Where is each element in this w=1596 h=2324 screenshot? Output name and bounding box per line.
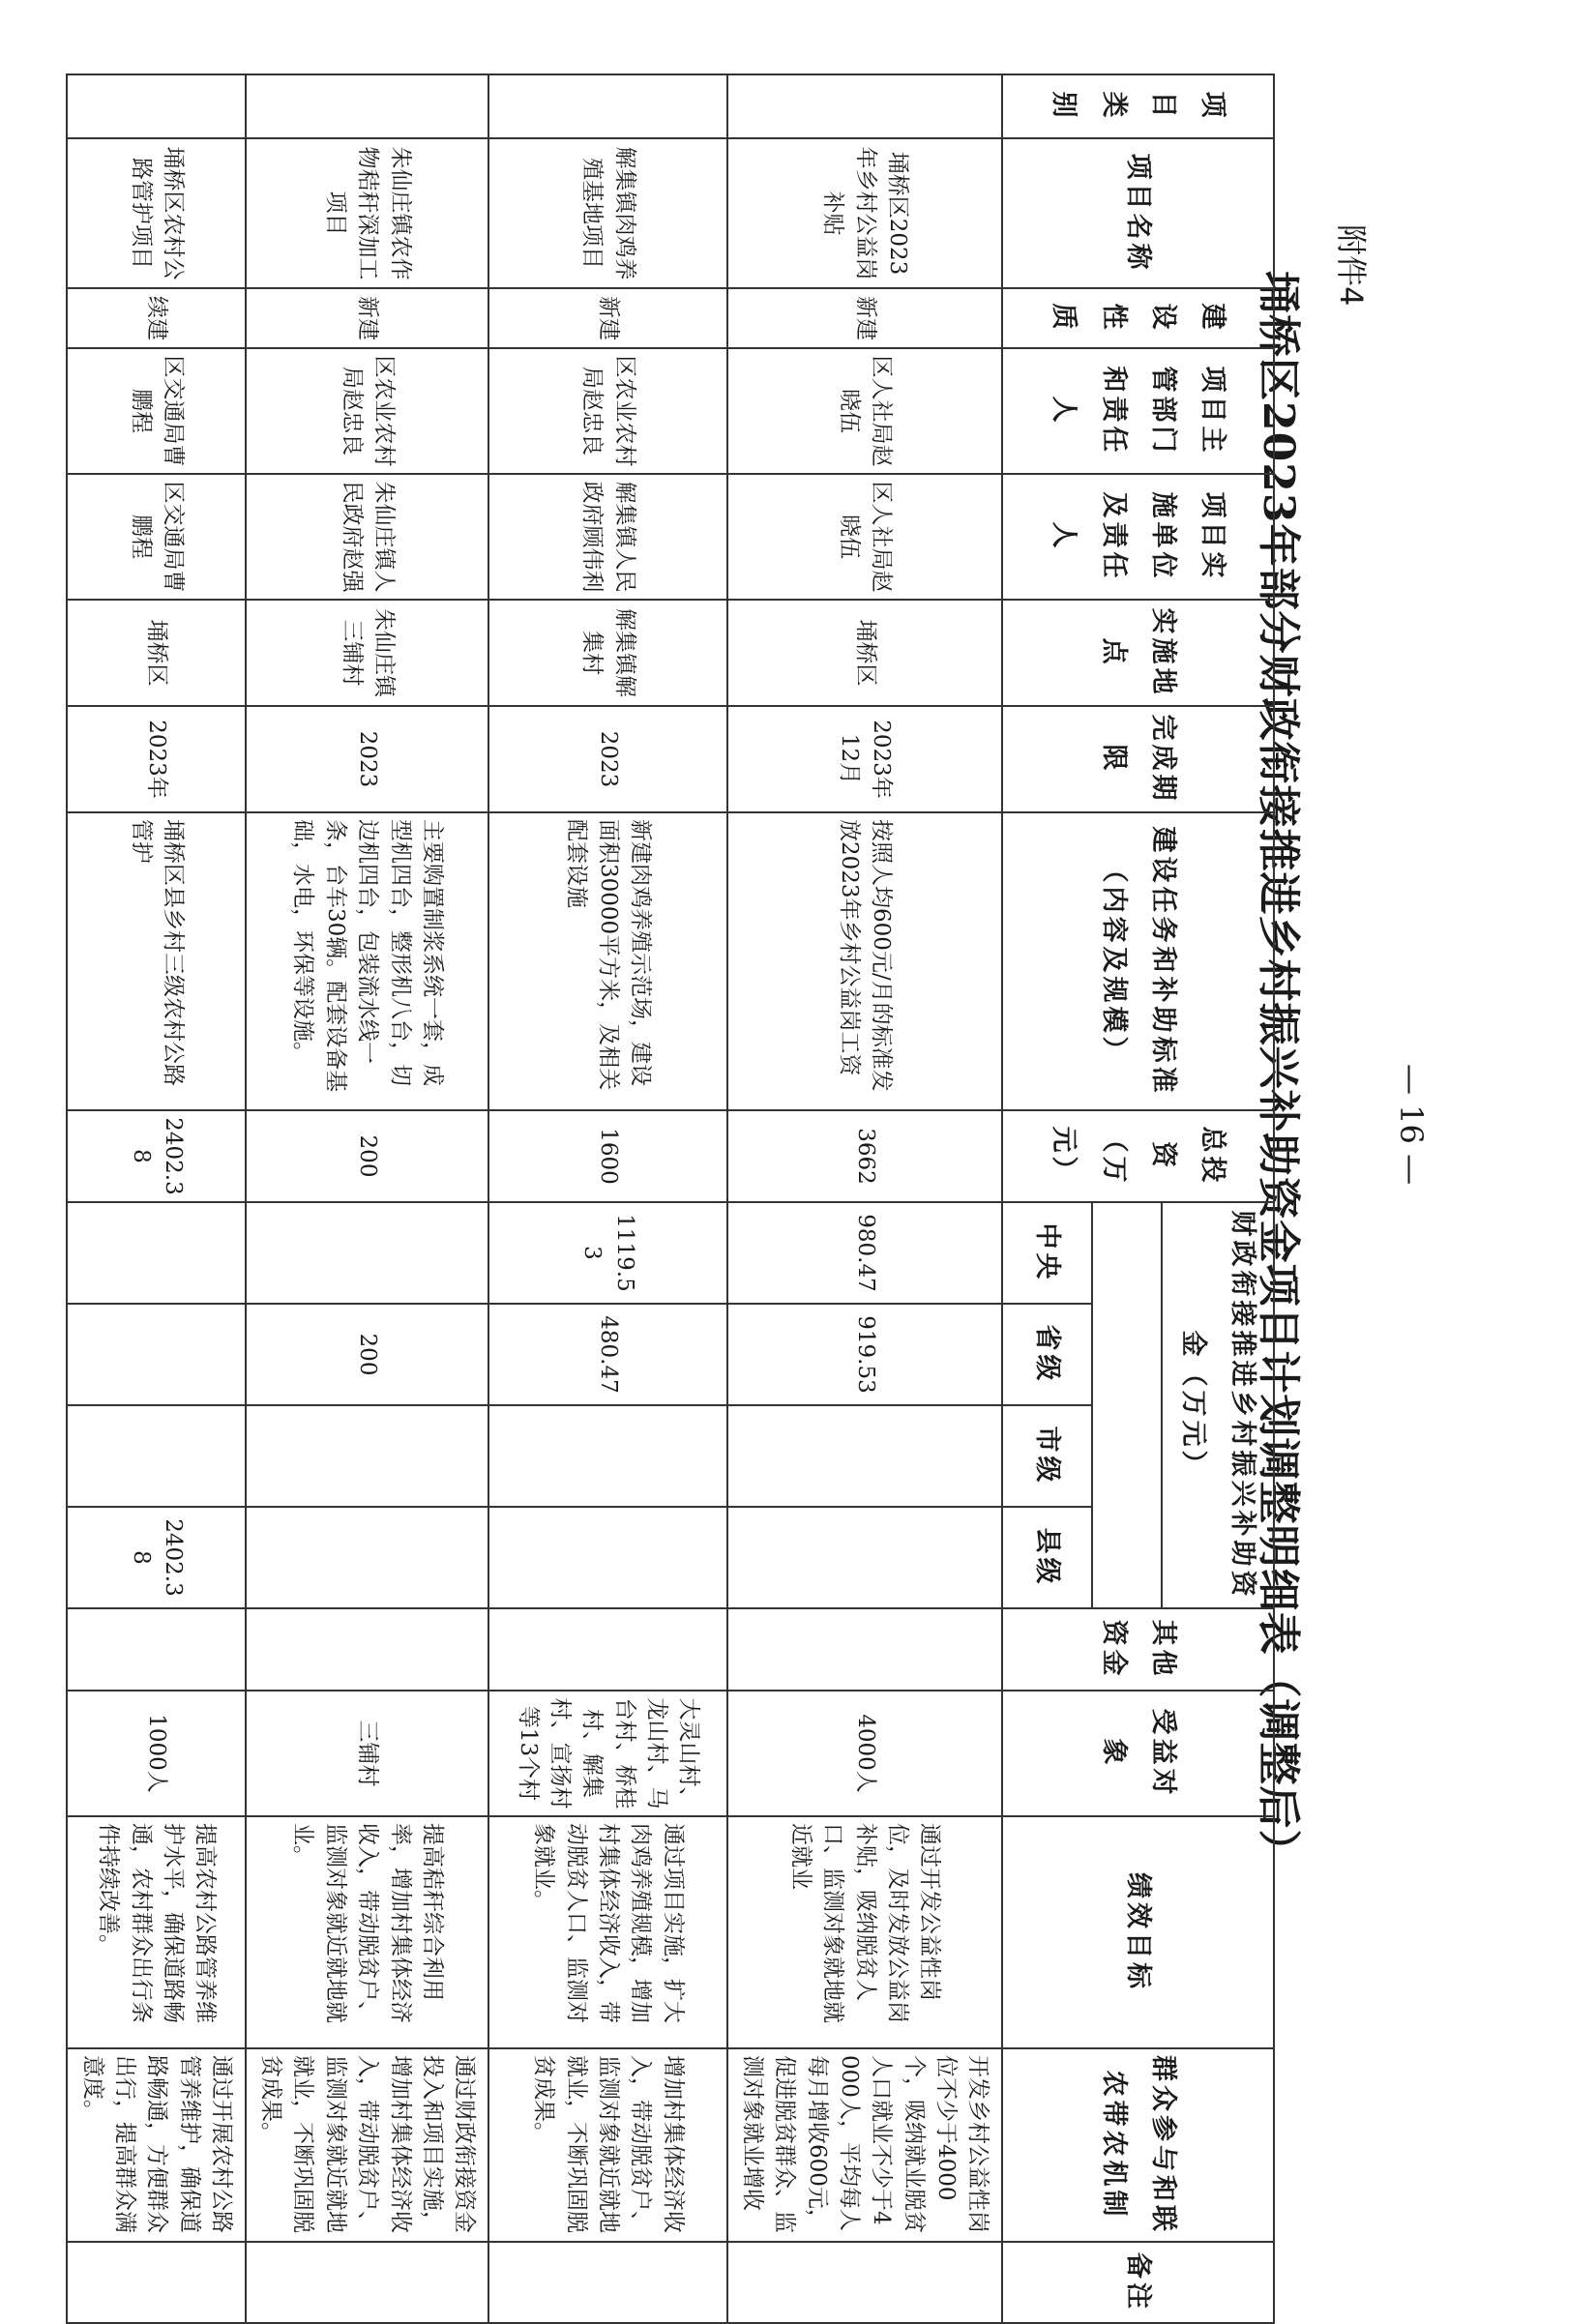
- cell-name: 埇桥区农村公路管护项目: [67, 138, 246, 288]
- cell-category: [727, 74, 1003, 138]
- cell-county: [246, 1507, 488, 1608]
- header-goal: 绩效目标: [1003, 1816, 1275, 2048]
- cell-location: 朱仙庄镇三铺村: [246, 600, 488, 706]
- header-row: [1162, 74, 1274, 2323]
- cell-total: 1600: [488, 1110, 727, 1202]
- cell-impl: 区交通局曹鹏程: [67, 474, 246, 600]
- header-total: 总投资（万元）: [1003, 1110, 1275, 1202]
- cell-location: 解集镇解集村: [488, 600, 727, 706]
- cell-other: [727, 1608, 1003, 1691]
- cell-central: [67, 1202, 246, 1304]
- cell-goal: 提高农村公路管养维护水平，确保道路畅通，农村群众出行条件持续改善。: [67, 1816, 246, 2048]
- cell-county: [727, 1507, 1003, 1608]
- cell-dept: 区农业农村局赵忠良: [488, 348, 727, 474]
- cell-content: 按照人均600元/月的标准发放2023年乡村公益岗工资: [727, 812, 1003, 1110]
- header-beneficiary: 受益对象: [1003, 1691, 1275, 1816]
- cell-central: 1119.53: [488, 1202, 727, 1304]
- cell-county: [488, 1507, 727, 1608]
- cell-mechanism: 通过财政衔接资金投入和项目实施，增加村集体经济收入，带动脱贫户、监测对象就近就地就业，不断巩固脱贫成果。: [246, 2048, 488, 2242]
- cell-mechanism: 通过开展农村公路管养维护，确保道路畅通，方便群众出行，提高群众满意度。: [67, 2048, 246, 2242]
- cell-category: [67, 74, 246, 138]
- cell-total: 2402.38: [67, 1110, 246, 1202]
- cell-city: [488, 1405, 727, 1507]
- cell-nature: 新建: [246, 288, 488, 348]
- cell-other: [488, 1608, 727, 1691]
- cell-county: 2402.38: [67, 1507, 246, 1608]
- header-other: 其他资金: [1003, 1608, 1275, 1691]
- cell-category: [488, 74, 727, 138]
- header-nature: 建设性质: [1003, 288, 1275, 348]
- cell-impl: 朱仙庄镇人民政府赵强: [246, 474, 488, 600]
- cell-remarks: [246, 2242, 488, 2323]
- cell-content: 新建肉鸡养殖示范场，建设面积30000平方米，及相关配套设施: [488, 812, 727, 1110]
- header-deadline: 完成期限: [1003, 706, 1275, 812]
- cell-mechanism: 开发乡村公益性岗位不少于4000个，吸纳就业脱贫人口就业不少于4000人，平均每人每月增收600元，促进脱贫群众、监测对象就业增收: [727, 2048, 1003, 2242]
- cell-category: [246, 74, 488, 138]
- header-content: 建设任务和补助标准（内容及规模）: [1003, 812, 1275, 1110]
- cell-province: 480.47: [488, 1304, 727, 1405]
- header-remarks: 备注: [1003, 2242, 1275, 2323]
- cell-beneficiary: 1000人: [67, 1691, 246, 1816]
- header-location: 实施地点: [1003, 600, 1275, 706]
- cell-dept: 区人社局赵晓伍: [727, 348, 1003, 474]
- cell-province: 919.53: [727, 1304, 1003, 1405]
- table-row: [727, 74, 1003, 2323]
- cell-beneficiary: 4000人: [727, 1691, 1003, 1816]
- cell-goal: 通过开发公益性岗位，及时发放公益岗补贴，吸纳脱贫人口、监测对象就地就近就业: [727, 1816, 1003, 2048]
- cell-location: 埇桥区: [727, 600, 1003, 706]
- cell-central: 980.47: [727, 1202, 1003, 1304]
- cell-goal: 提高秸秆综合利用率，增加村集体经济收入，带动脱贫户、监测对象就近就地就业。: [246, 1816, 488, 2048]
- cell-content: 主要购置制浆系统一套，成型机四台，整形机八台，切边机四台，包装流水线一条，台车30辆。配套设备基础，水电，环保等设施。: [246, 812, 488, 1110]
- cell-name: 埇桥区2023年乡村公益岗补贴: [727, 138, 1003, 288]
- header-mechanism: 群众参与和联农带农机制: [1003, 2048, 1275, 2242]
- table-row: [67, 74, 246, 2323]
- cell-nature: 新建: [727, 288, 1003, 348]
- header-category: 项目类别: [1003, 74, 1275, 138]
- header-fund-unit: [1092, 1202, 1162, 1608]
- cell-mechanism: 增加村集体经济收入，带动脱贫户、监测对象就近就地就业，不断巩固脱贫成果。: [488, 2048, 727, 2242]
- cell-deadline: 2023: [246, 706, 488, 812]
- header-impl: 项目实施单位及责任人: [1003, 474, 1275, 600]
- cell-name: 解集镇肉鸡养殖基地项目: [488, 138, 727, 288]
- cell-goal: 通过项目实施，扩大肉鸡养殖规模，增加村集体经济收入，带动脱贫人口、监测对象就业。: [488, 1816, 727, 2048]
- cell-remarks: [488, 2242, 727, 2323]
- header-dept: 项目主管部门和责任人: [1003, 348, 1275, 474]
- cell-dept: 区农业农村局赵忠良: [246, 348, 488, 474]
- cell-total: 200: [246, 1110, 488, 1202]
- cell-nature: 新建: [488, 288, 727, 348]
- cell-deadline: 2023年: [67, 706, 246, 812]
- cell-deadline: 2023年12月: [727, 706, 1003, 812]
- header-province: 省级: [1003, 1304, 1093, 1405]
- table-row: [246, 74, 488, 2323]
- document-title: 埇桥区2023年部分财政衔接推进乡村振兴补助资金项目计划调整明细表（调整后）: [1254, 271, 1303, 1873]
- page-number: — 16 —: [1393, 1064, 1430, 1186]
- header-county: 县级: [1003, 1507, 1093, 1608]
- cell-beneficiary: 大灵山村、龙山村、马台村、桥桂村、解集村、宣扬村等13个村: [488, 1691, 727, 1816]
- cell-city: [727, 1405, 1003, 1507]
- cell-impl: 解集镇人民政府顾伟利: [488, 474, 727, 600]
- table-row: [488, 74, 727, 2323]
- header-central: 中央: [1003, 1202, 1093, 1304]
- cell-province: 200: [246, 1304, 488, 1405]
- cell-impl: 区人社局赵晓伍: [727, 474, 1003, 600]
- cell-other: [67, 1608, 246, 1691]
- cell-content: 埇桥区县乡村三级农村公路管护: [67, 812, 246, 1110]
- cell-city: [246, 1405, 488, 1507]
- project-table: [66, 74, 1275, 2324]
- cell-remarks: [727, 2242, 1003, 2323]
- cell-name: 朱仙庄镇农作物秸秆深加工项目: [246, 138, 488, 288]
- header-city: 市级: [1003, 1405, 1093, 1507]
- header-name: 项目名称: [1003, 138, 1275, 288]
- cell-total: 3662: [727, 1110, 1003, 1202]
- attachment-label: 附件4: [1333, 224, 1370, 307]
- cell-remarks: [67, 2242, 246, 2323]
- cell-other: [246, 1608, 488, 1691]
- cell-nature: 续建: [67, 288, 246, 348]
- cell-location: 埇桥区: [67, 600, 246, 706]
- cell-deadline: 2023: [488, 706, 727, 812]
- cell-province: [67, 1304, 246, 1405]
- cell-city: [67, 1405, 246, 1507]
- cell-central: [246, 1202, 488, 1304]
- header-fund-group: 财政衔接推进乡村振兴补助资金（万元）: [1162, 1202, 1274, 1608]
- cell-beneficiary: 三铺村: [246, 1691, 488, 1816]
- cell-dept: 区交通局曹鹏程: [67, 348, 246, 474]
